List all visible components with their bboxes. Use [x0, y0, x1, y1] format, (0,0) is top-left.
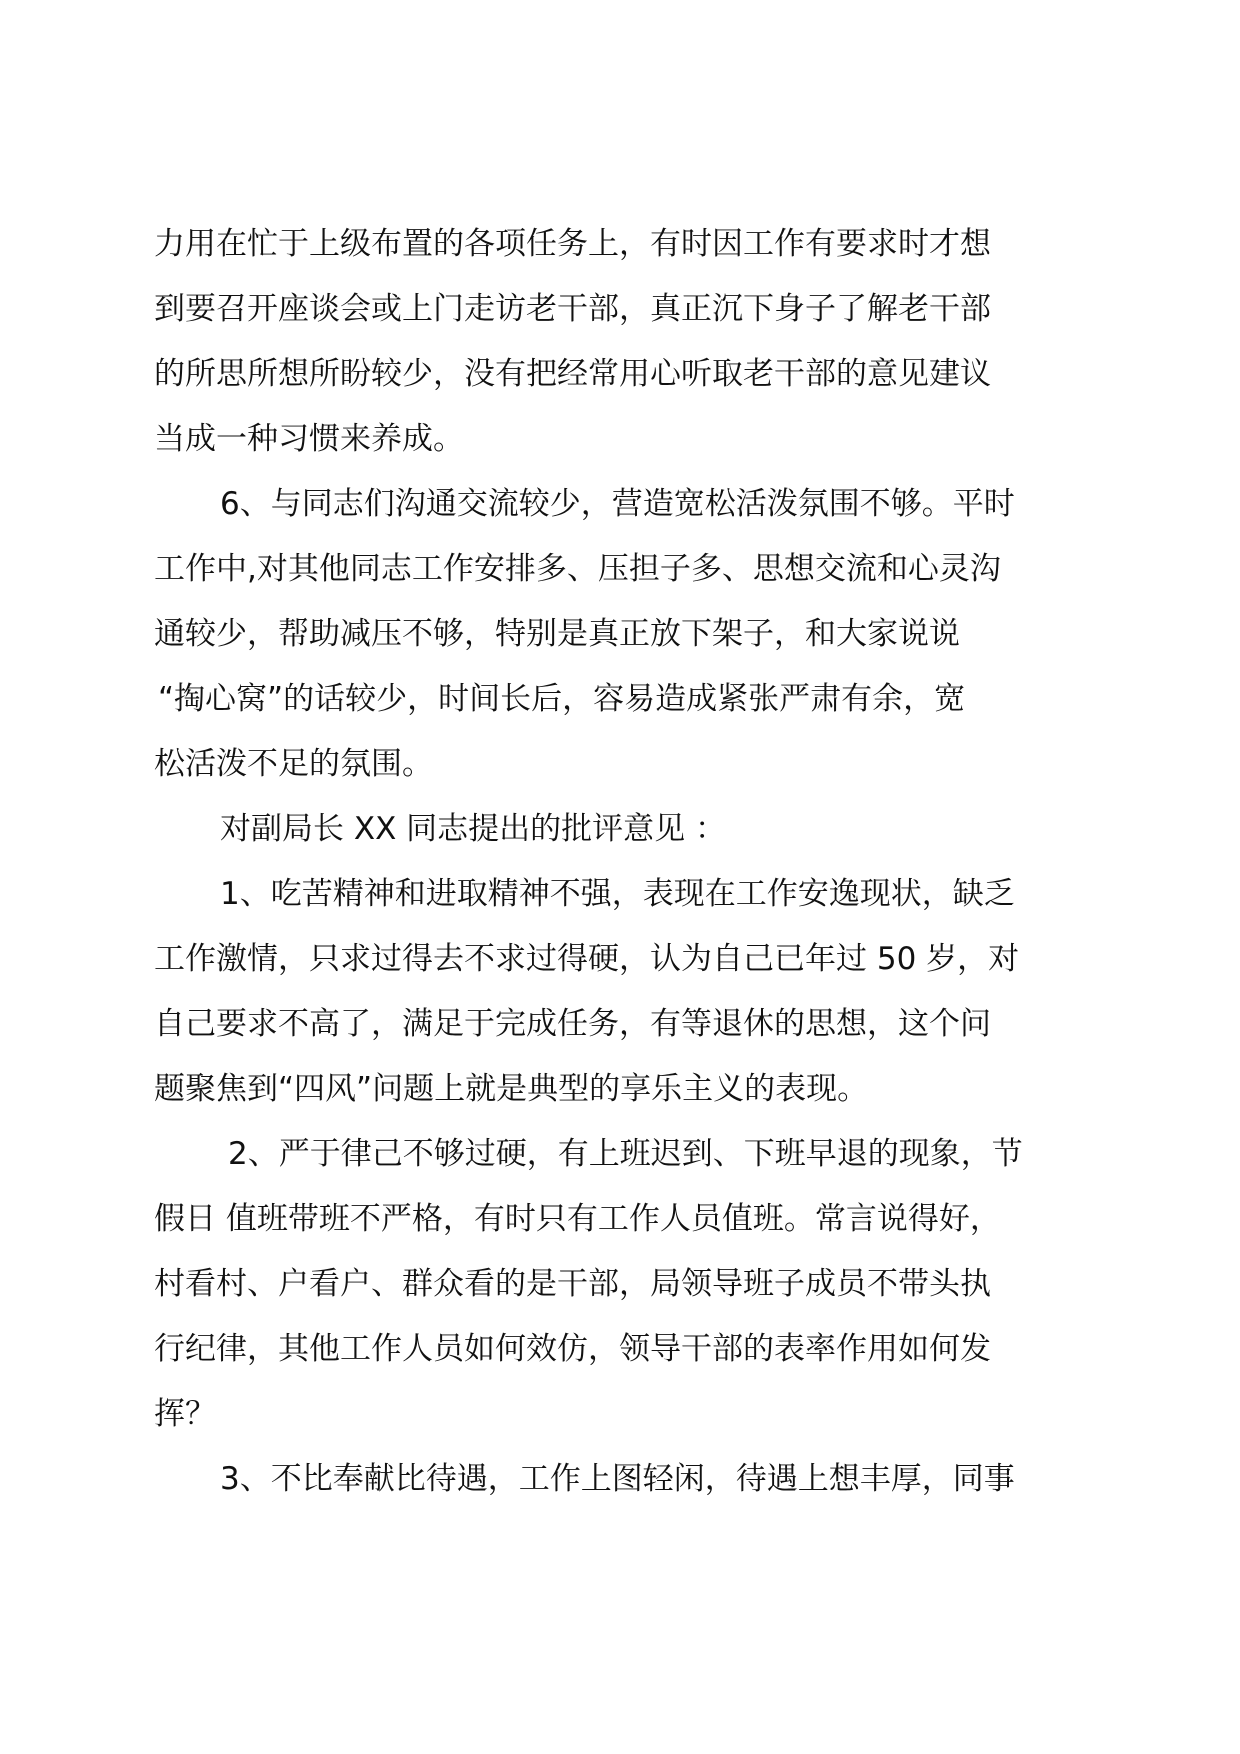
text-line: 当成一种习惯来养成。 [154, 421, 464, 457]
document-body [154, 212, 1098, 1512]
text-line: 假日 值班带班不严格，有时只有工作人员值班。常言说得好， [154, 1201, 1001, 1237]
paragraph-start-line: 3、不比奉献比待遇，工作上图轻闲，待遇上想丰厚，同事 [220, 1461, 1015, 1497]
text-line: 通较少，帮助减压不够，特别是真正放下架子，和大家说说 [154, 616, 960, 652]
paragraph-start-line: 6、与同志们沟通交流较少，营造宽松活泼氛围不够。平时 [220, 486, 1015, 522]
text-line: 松活泼不足的氛围。 [154, 746, 433, 782]
text-line: 工作激情，只求过得去不求过得硬，认为自己已年过 50 岁，对 [154, 941, 1020, 977]
text-line: “掏心窝”的话较少，时间长后，容易造成紧张严肃有余，宽 [158, 681, 966, 717]
paragraph-start-line: 2、严于律己不够过硬，有上班迟到、下班早退的现象，节 [228, 1136, 1023, 1172]
section-heading: 对副局长 XX 同志提出的批评意见 ： [220, 811, 727, 847]
text-line: 的所思所想所盼较少，没有把经常用心听取老干部的意见建议 [154, 356, 991, 392]
text-line: 工作中,对其他同志工作安排多、压担子多、思想交流和心灵沟 [154, 551, 1001, 587]
text-line: 题聚焦到“四风”问题上就是典型的享乐主义的表现。 [154, 1071, 869, 1107]
text-line: 行纪律，其他工作人员如何效仿，领导干部的表率作用如何发 [154, 1331, 991, 1367]
text-line: 村看村、户看户、群众看的是干部，局领导班子成员不带头执 [154, 1266, 991, 1302]
text-line: 自己要求不高了，满足于完成任务，有等退休的思想，这个问 [154, 1006, 991, 1042]
text-line: 力用在忙于上级布置的各项任务上，有时因工作有要求时才想 [154, 226, 991, 262]
paragraph-start-line: 1、吃苦精神和进取精神不强，表现在工作安逸现状，缺乏 [220, 876, 1015, 912]
text-line: 挥？ [154, 1396, 216, 1432]
text-line: 到要召开座谈会或上门走访老干部，真正沉下身子了解老干部 [154, 291, 991, 327]
